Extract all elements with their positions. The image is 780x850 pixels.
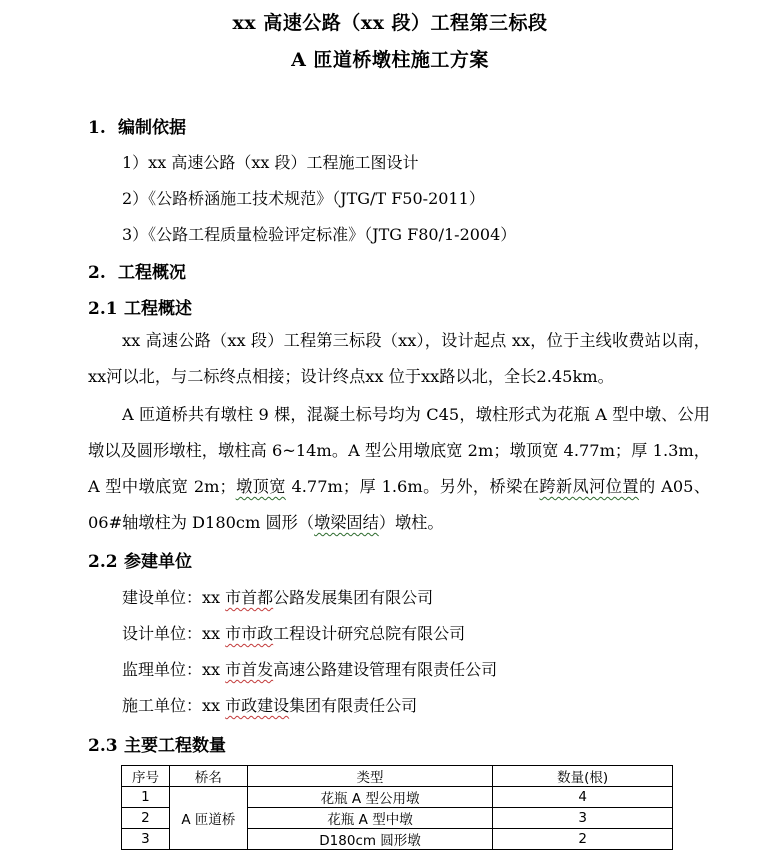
unit-builder [122, 585, 433, 608]
para-text-marked: 墩顶宽 [235, 477, 286, 496]
section-number: 2. [88, 263, 106, 283]
unit-name-marked: 市首发 [225, 660, 274, 679]
unit-name: 高速公路建设管理有限责任公司 [273, 660, 498, 679]
document-title: xx 高速公路（xx 段）工程第三标段 [232, 12, 548, 34]
subsection-number: 2.2 [88, 552, 118, 572]
section-title: 工程概况 [118, 263, 186, 283]
section-1-heading [88, 113, 186, 138]
unit-label: 建设单位：xx [122, 588, 226, 607]
basis-item-1: 1）xx 高速公路（xx 段）工程施工图设计 [122, 153, 419, 172]
section-number: 1. [88, 118, 106, 138]
unit-name-marked: 市首都 [225, 588, 274, 607]
cell-index: 2 [122, 808, 170, 829]
unit-name: 集团有限责任公司 [289, 696, 418, 715]
unit-name-marked: 市市政 [225, 624, 274, 643]
para-text: 4.77m；厚 1.6m。另外，桥梁在 [285, 477, 540, 496]
cell-count: 2 [493, 829, 673, 850]
subsection-number: 2.3 [88, 736, 118, 756]
para-text-marked: 墩梁固结 [314, 513, 379, 532]
para-text: ）墩柱。 [378, 513, 444, 532]
cell-type: 花瓶 A 型中墩 [247, 808, 493, 829]
table-header-row [122, 766, 673, 787]
quantity-table [121, 765, 673, 850]
cell-count: 4 [493, 787, 673, 808]
section-title: 编制依据 [118, 118, 186, 138]
subsection-title: 工程概述 [124, 299, 192, 319]
cell-type: D180cm 圆形墩 [247, 829, 493, 850]
overview-paragraph-2 [88, 397, 710, 541]
basis-item-2: 2）《公路桥涵施工技术规范》（JTG/T F50-2011） [122, 189, 485, 208]
table-row [122, 787, 673, 808]
cell-index: 3 [122, 829, 170, 850]
header-type: 类型 [247, 766, 493, 787]
unit-name: 公路发展集团有限公司 [273, 588, 434, 607]
overview-paragraph-1: xx 高速公路（xx 段）工程第三标段（xx），设计起点 xx，位于主线收费站以南，xx河以北，与二标终点相接；设计终点xx 位于xx路以北，全长2.45km。 [88, 331, 710, 386]
unit-designer [122, 621, 465, 644]
subsection-2-1-heading [88, 294, 192, 319]
cell-index: 1 [122, 787, 170, 808]
subsection-title: 参建单位 [124, 552, 192, 572]
unit-supervisor [122, 657, 497, 680]
para-text: A 匝道桥共有墩柱 9 棵，混凝土标号均为 C45，墩柱形式为花瓶 A 型中墩、公用墩以及圆形墩柱，墩柱高 6~14m。A 型公用墩底宽 2m；墩顶宽 4.77m；厚 1.3m，A 型中墩底宽 2m； [88, 405, 710, 496]
unit-label: 设计单位：xx [122, 624, 226, 643]
section-2-heading [88, 258, 186, 283]
document-subtitle: A 匝道桥墩柱施工方案 [291, 49, 489, 71]
subsection-2-2-heading [88, 547, 192, 572]
subsection-number: 2.1 [88, 299, 118, 319]
basis-item-3: 3）《公路工程质量检验评定标准》（JTG F80/1-2004） [122, 225, 517, 244]
header-count: 数量(根) [493, 766, 673, 787]
unit-label: 监理单位：xx [122, 660, 226, 679]
unit-name: 工程设计研究总院有限公司 [273, 624, 466, 643]
para-text: 的 A05、06#轴墩柱为 D180cm 圆形（ [88, 477, 711, 532]
unit-contractor [122, 693, 417, 716]
unit-label: 施工单位：xx [122, 696, 226, 715]
cell-type: 花瓶 A 型公用墩 [247, 787, 493, 808]
subsection-title: 主要工程数量 [124, 736, 226, 756]
subsection-2-3-heading [88, 731, 226, 756]
cell-count: 3 [493, 808, 673, 829]
unit-name-marked: 市政建设 [225, 696, 290, 715]
header-bridge: 桥名 [169, 766, 247, 787]
para-text-marked: 跨新凤河位置 [539, 477, 639, 496]
header-index: 序号 [122, 766, 170, 787]
cell-bridge-name: A 匝道桥 [169, 787, 247, 850]
